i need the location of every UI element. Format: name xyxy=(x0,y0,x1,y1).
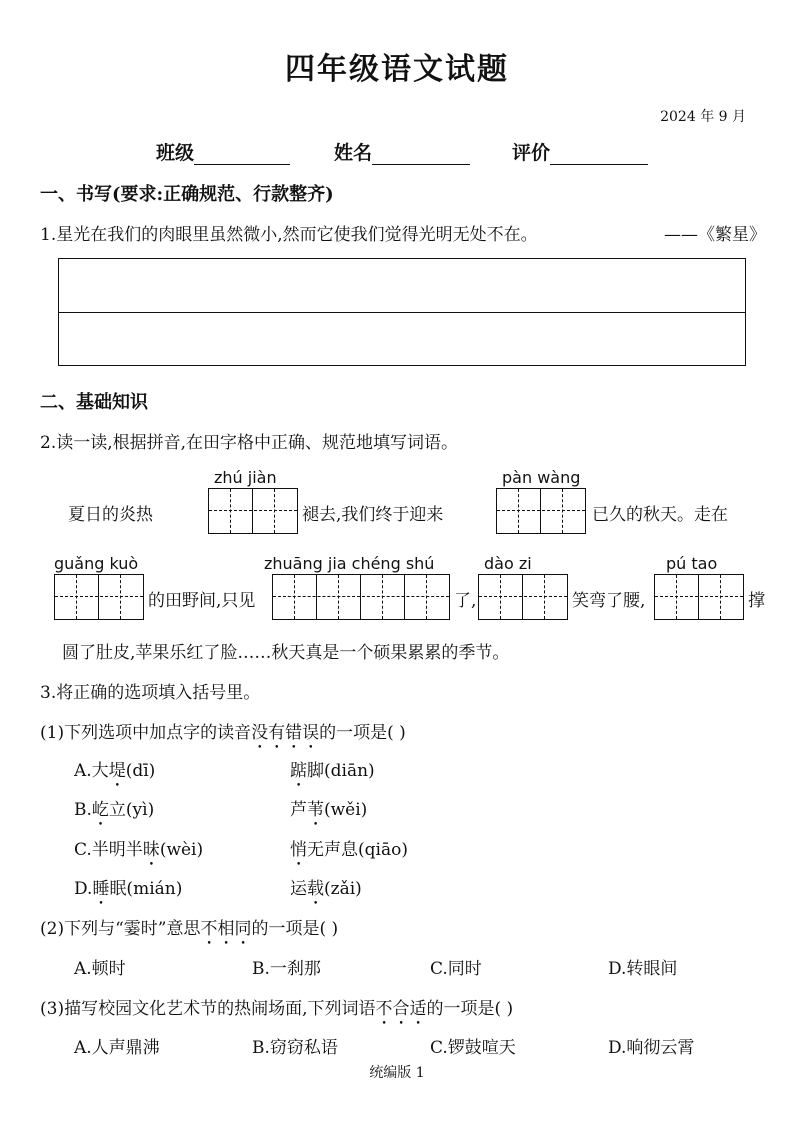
tianzige-zhuangjia-chengshu[interactable] xyxy=(272,574,450,620)
row1-text-1: 夏日的炎热 xyxy=(68,505,153,525)
question-1-source: ——《繁星》 xyxy=(664,225,766,245)
tianzige-guangkuo[interactable] xyxy=(54,574,144,620)
pinyin-guangkuo: guǎng kuò xyxy=(54,554,139,573)
row2-text-3: 笑弯了腰, xyxy=(572,591,646,611)
name-label: 姓名 xyxy=(334,142,373,164)
tianzige-putao[interactable] xyxy=(654,574,744,620)
row3-text: 圆了肚皮,苹果乐红了脸……秋天真是一个硕果累累的季节。 xyxy=(62,643,510,663)
grade-label: 评价 xyxy=(512,142,551,164)
q3-3-option-b[interactable]: B.窃窃私语 xyxy=(252,1038,338,1058)
q3-1-option-c1[interactable]: C.半明半昧(wèi) xyxy=(74,840,204,860)
tianzige-panwang[interactable] xyxy=(496,488,586,534)
q3-1-option-b1[interactable]: B.屹立(yì) xyxy=(74,800,155,820)
tianzige-zhujian[interactable] xyxy=(208,488,298,534)
q3-2-option-c[interactable]: C.同时 xyxy=(430,959,482,979)
row2-text-1: 的田野间,只见 xyxy=(148,591,256,611)
section-2-heading: 二、基础知识 xyxy=(40,392,148,413)
page-footer: 统编版 1 xyxy=(369,1065,425,1081)
page-title: 四年级语文试题 xyxy=(285,52,509,87)
q3-2-option-a[interactable]: A.顿时 xyxy=(74,959,126,979)
row2-text-2: 了, xyxy=(454,591,477,611)
q3-1-option-a2[interactable]: 踮脚(diān) xyxy=(290,761,375,781)
section-1-heading: 一、书写(要求:正确规范、行款整齐) xyxy=(40,184,334,205)
q3-1-option-b2[interactable]: 芦苇(wěi) xyxy=(290,800,368,820)
q3-1-option-a1[interactable]: A.大堤(dī) xyxy=(74,761,156,781)
question-2: 2.读一读,根据拼音,在田字格中正确、规范地填写词语。 xyxy=(40,433,459,453)
q3-3-option-a[interactable]: A.人声鼎沸 xyxy=(74,1038,160,1058)
question-3-2: (2)下列与“霎时”意思不相同的一项是( ) xyxy=(40,919,339,939)
pinyin-zhuangjia-chengshu: zhuāng jia chéng shú xyxy=(264,554,435,573)
q3-1-option-c2[interactable]: 悄无声息(qiāo) xyxy=(290,840,408,860)
question-3-1: (1)下列选项中加点字的读音没有错误的一项是( ) xyxy=(40,723,406,743)
q3-3-option-d[interactable]: D.响彻云霄 xyxy=(608,1038,695,1058)
question-3-3: (3)描写校园文化艺术节的热闹场面,下列词语不合适的一项是( ) xyxy=(40,999,514,1019)
pinyin-panwang: pàn wàng xyxy=(502,468,581,487)
class-label: 班级 xyxy=(156,142,195,164)
pinyin-daozi: dào zi xyxy=(484,554,532,573)
q3-1-option-d2[interactable]: 运载(zǎi) xyxy=(290,879,362,899)
pinyin-zhujian: zhú jiàn xyxy=(214,468,277,487)
exam-date: 2024 年 9 月 xyxy=(660,109,746,125)
question-1: 1.星光在我们的肉眼里虽然微小,然而它使我们觉得光明无处不在。 xyxy=(40,225,538,245)
writing-box[interactable] xyxy=(58,258,746,366)
row1-text-3: 已久的秋天。走在 xyxy=(592,505,728,525)
row1-text-2: 褪去,我们终于迎来 xyxy=(302,505,444,525)
pinyin-putao: pú tao xyxy=(666,554,718,573)
q3-2-option-d[interactable]: D.转眼间 xyxy=(608,959,678,979)
tianzige-daozi[interactable] xyxy=(478,574,568,620)
question-3: 3.将正确的选项填入括号里。 xyxy=(40,683,261,703)
name-field[interactable] xyxy=(334,138,470,165)
class-field[interactable] xyxy=(156,138,290,165)
grade-field[interactable] xyxy=(512,138,648,165)
q3-2-option-b[interactable]: B.一刹那 xyxy=(252,959,321,979)
q3-1-option-d1[interactable]: D.睡眠(mián) xyxy=(74,879,183,899)
row2-text-4: 撑 xyxy=(748,591,765,611)
q3-3-option-c[interactable]: C.锣鼓喧天 xyxy=(430,1038,516,1058)
